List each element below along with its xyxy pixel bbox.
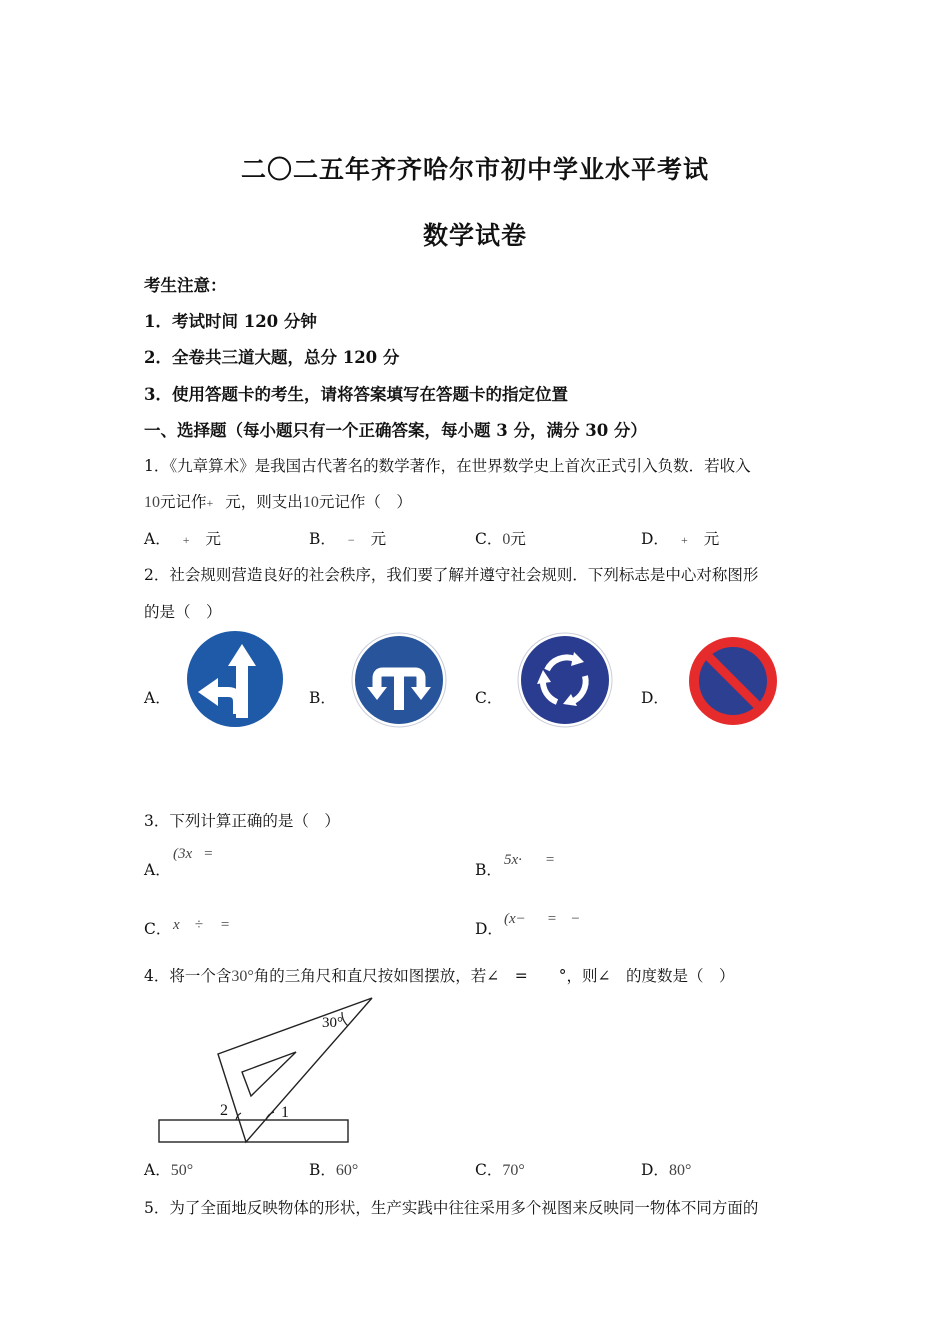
straight-or-left-sign-icon[interactable] <box>186 630 284 728</box>
triangle-inner <box>242 1052 296 1096</box>
triangle-ruler-figure <box>150 992 390 1152</box>
option-label: A． <box>144 530 171 548</box>
option-b[interactable] <box>309 527 386 549</box>
question-2-text: 2．社会规则营造良好的社会秩序，我们要了解并遵守社会规则．下列标志是中心对称图形 <box>144 566 759 584</box>
angle-2-label: 2 <box>220 1102 228 1119</box>
option-c-label: C． <box>475 689 503 707</box>
option-math: + <box>680 533 688 547</box>
no-parking-sign-icon[interactable] <box>688 636 778 726</box>
text: 元记作（ ） <box>318 493 412 511</box>
math-expression: (3x <box>173 846 193 862</box>
question-2-line2: 的是（ ） <box>144 603 222 621</box>
option-d-label: D． <box>475 920 503 938</box>
option-value: 50° <box>170 1162 194 1179</box>
option-d-math[interactable] <box>504 907 580 928</box>
option-b-label: B． <box>475 861 502 879</box>
option-d[interactable] <box>641 1158 691 1180</box>
option-c[interactable] <box>475 527 526 549</box>
option-b-label: B． <box>309 689 336 707</box>
text: 元记作 <box>160 493 207 511</box>
math-expression: x ÷ <box>173 917 203 933</box>
ruler <box>159 1120 348 1142</box>
option-b[interactable] <box>309 1158 358 1180</box>
option-label: D． <box>641 1161 669 1179</box>
math-sign: + <box>206 496 214 510</box>
option-math: + <box>182 533 190 547</box>
option-math: 0 <box>502 531 511 548</box>
option-label: C． <box>475 1161 503 1179</box>
math-expression: (x− <box>504 911 526 927</box>
option-label: B． <box>309 530 336 548</box>
option-label: A． <box>144 1161 171 1179</box>
option-unit: 元 <box>370 530 387 548</box>
option-c[interactable] <box>475 1158 525 1180</box>
math-equals: = <box>220 917 230 933</box>
option-value: 60° <box>335 1162 359 1179</box>
page-subtitle: 数学试卷 <box>422 221 527 250</box>
option-a[interactable] <box>144 1158 193 1180</box>
math-expression: 5x· <box>504 852 522 868</box>
text: 元，则支出 <box>225 493 303 511</box>
angle-30-label: 30° <box>322 1015 343 1031</box>
option-a[interactable] <box>144 527 221 549</box>
math-equals: = − <box>547 911 580 927</box>
option-label: C． <box>475 530 503 548</box>
angle-1-label: 1 <box>281 1104 289 1121</box>
math-value: 10 <box>302 494 319 511</box>
notice-item: 2．全卷共三道大题，总分 120 分 <box>144 348 400 367</box>
question-3-text: 3．下列计算正确的是（ ） <box>144 812 340 830</box>
option-c-math[interactable] <box>173 913 229 934</box>
question-4-text <box>144 964 735 986</box>
option-d-label: D． <box>641 689 669 707</box>
question-5-text: 5．为了全面地反映物体的形状，生产实践中往往采用多个视图来反映同一物体不同方面的 <box>144 1199 759 1217</box>
math-angle: 30° <box>231 968 254 985</box>
notice-item: 1．考试时间 120 分钟 <box>144 312 317 331</box>
option-b-math[interactable] <box>504 852 554 869</box>
math-equals: = <box>204 846 213 862</box>
text: 4．将一个含 <box>144 967 232 985</box>
option-unit: 元 <box>205 530 221 548</box>
option-label: D． <box>641 530 669 548</box>
question-1-line2 <box>144 490 412 512</box>
math-value: 10 <box>144 494 160 511</box>
question-1-text: 1．《九章算术》是我国古代著名的数学著作，在世界数学史上首次正式引入负数．若收入 <box>144 457 751 475</box>
option-a-label: A． <box>144 861 171 879</box>
math-equals: = <box>545 852 555 868</box>
option-d[interactable] <box>641 527 719 549</box>
option-a-label: A． <box>144 689 171 707</box>
option-math: − <box>347 533 355 547</box>
left-or-right-sign-icon[interactable] <box>351 632 447 728</box>
option-value: 80° <box>668 1162 692 1179</box>
option-label: B． <box>309 1161 336 1179</box>
text: 角的三角尺和直尺按如图摆放，若∠ = °，则∠ 的度数是（ ） <box>253 967 735 985</box>
roundabout-sign-icon[interactable] <box>517 632 613 728</box>
section-heading: 一、选择题（每小题只有一个正确答案，每小题 3 分，满分 30 分） <box>144 421 647 440</box>
notice-heading: 考生注意： <box>144 276 227 295</box>
option-unit: 元 <box>703 530 720 548</box>
option-c-label: C． <box>144 920 172 938</box>
option-unit: 元 <box>510 530 526 548</box>
notice-item: 3．使用答题卡的考生，请将答案填写在答题卡的指定位置 <box>144 385 568 404</box>
page-title: 二〇二五年齐齐哈尔市初中学业水平考试 <box>240 155 709 184</box>
option-a-math[interactable] <box>173 846 213 863</box>
option-value: 70° <box>502 1162 525 1179</box>
